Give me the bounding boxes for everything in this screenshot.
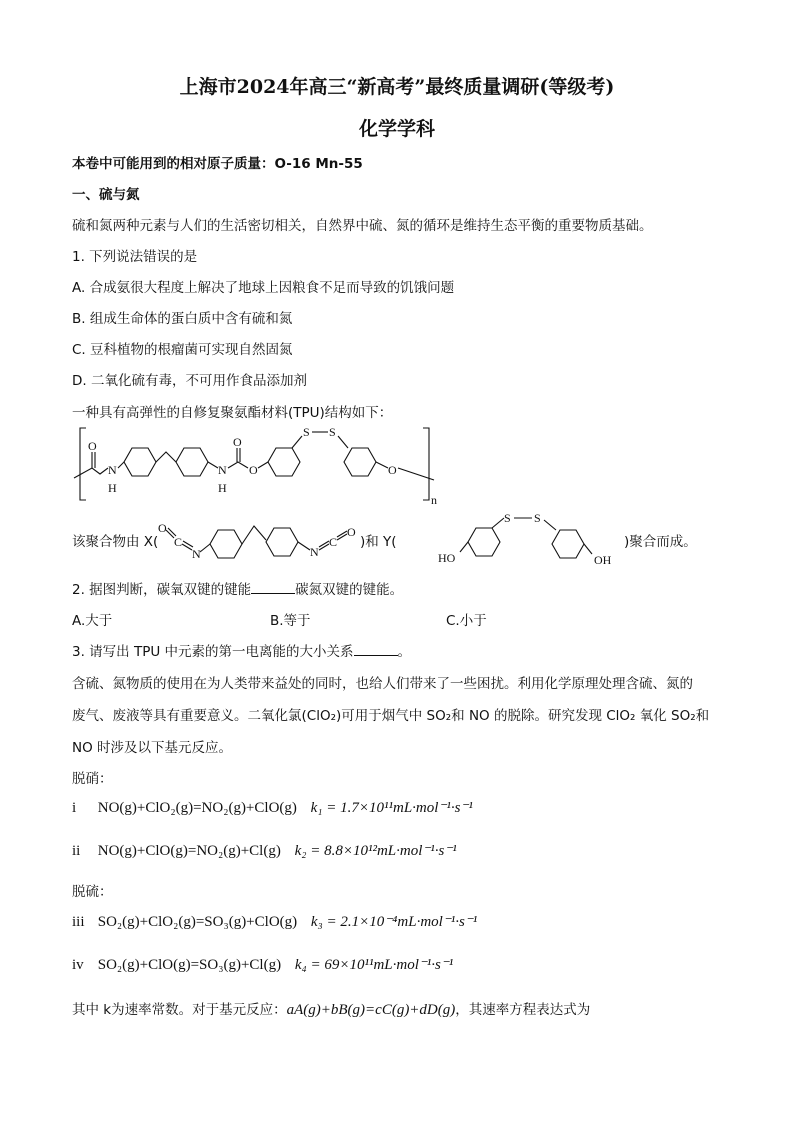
atom-o-2: O xyxy=(233,435,242,449)
monomer-prefix: 该聚合物由 X( xyxy=(72,534,159,550)
monomer-suffix: )聚合而成。 xyxy=(624,534,697,550)
tpu-intro: 一种具有高弹性的自修复聚氨酯材料(TPU)结构如下： xyxy=(72,405,393,421)
question-2-option-b: B.等于 xyxy=(270,613,311,629)
rate-equation-intro: 其中 k为速率常数。对于基元反应：aA(g)+bB(g)=cC(g)+dD(g)，其速率方程表达式为 xyxy=(72,1002,591,1018)
reaction-i: i NO(g)+ClO₂(g)=NO₂(g)+ClO(g) k₁ = 1.7×10¹¹mL·mol⁻¹·s⁻¹ xyxy=(72,800,473,816)
monomer-y-diagram xyxy=(434,508,624,568)
question-2-blank[interactable] xyxy=(251,581,295,594)
monomer-middle: )和 Y( xyxy=(360,534,397,550)
atom-o-3: O xyxy=(249,463,258,477)
x-atom-c-2: C xyxy=(329,535,338,549)
reaction-ii: ii NO(g)+ClO(g)=NO₂(g)+Cl(g) k₂ = 8.8×10¹²mL·mol⁻¹·s⁻¹ xyxy=(72,843,457,859)
question-2-option-a: A.大于 xyxy=(72,613,113,629)
atom-s-2: S xyxy=(329,425,336,439)
atom-n-2: N xyxy=(218,463,227,477)
x-atom-n-2: N xyxy=(310,545,319,559)
question-2-option-c: C.小于 xyxy=(446,613,487,629)
question-2-stem: 2. 据图判断，碳氧双键的键能 碳氮双键的键能。 xyxy=(72,582,404,598)
atom-o-1: O xyxy=(88,439,97,453)
question-1-stem: 1. 下列说法错误的是 xyxy=(72,249,198,265)
paragraph-2-line-3: NO 时涉及以下基元反应。 xyxy=(72,740,233,756)
y-atom-ho: HO xyxy=(438,551,456,565)
tpu-structure-diagram xyxy=(72,424,452,506)
x-atom-c-1: C xyxy=(174,535,183,549)
question-3-blank[interactable] xyxy=(354,643,398,656)
question-1-option-c: C. 豆科植物的根瘤菌可实现自然固氮 xyxy=(72,342,293,358)
section-intro: 硫和氮两种元素与人们的生活密切相关，自然界中硫、氮的循环是维持生态平衡的重要物质基础。 xyxy=(72,218,653,234)
x-atom-n-1: N xyxy=(192,547,201,561)
denitration-label: 脱硝： xyxy=(72,771,113,787)
reaction-iv: iv SO₂(g)+ClO(g)=SO₃(g)+Cl(g) k₄ = 69×10¹¹mL·mol⁻¹·s⁻¹ xyxy=(72,957,454,973)
y-atom-s-1: S xyxy=(504,511,511,525)
paragraph-2-line-1: 含硫、氮物质的使用在为人类带来益处的同时，也给人们带来了一些困扰。利用化学原理处理含硫、氮的 xyxy=(72,676,693,692)
y-atom-oh: OH xyxy=(594,553,612,567)
y-atom-s-2: S xyxy=(534,511,541,525)
desulfurization-label: 脱硫： xyxy=(72,884,113,900)
atom-o-4: O xyxy=(388,463,397,477)
question-1-option-d: D. 二氧化硫有毒，不可用作食品添加剂 xyxy=(72,373,307,389)
reaction-iii: iii SO₂(g)+ClO₂(g)=SO₃(g)+ClO(g) k₃ = 2.1×10⁻⁴mL·mol⁻¹·s⁻¹ xyxy=(72,914,478,930)
question-1-option-b: B. 组成生命体的蛋白质中含有硫和氮 xyxy=(72,311,293,327)
paragraph-2-line-2: 废气、废液等具有重要意义。二氧化氯(ClO₂)可用于烟气中 SO₂和 NO 的脱除。研究发现 ClO₂ 氧化 SO₂和 xyxy=(72,708,710,724)
atom-s-1: S xyxy=(303,425,310,439)
x-atom-o-2: O xyxy=(347,525,356,539)
atom-h-1: H xyxy=(108,481,117,495)
atomic-mass-note: 本卷中可能用到的相对原子质量：O-16 Mn-55 xyxy=(72,156,363,172)
repeat-n-label: n xyxy=(431,493,437,506)
question-3-stem: 3. 请写出 TPU 中元素的第一电离能的大小关系 。 xyxy=(72,644,412,660)
atom-n-1: N xyxy=(108,463,117,477)
question-1-option-a: A. 合成氨很大程度上解决了地球上因粮食不足而导致的饥饿问题 xyxy=(72,280,455,296)
section-heading: 一、硫与氮 xyxy=(72,187,140,203)
exam-title: 上海市2024年高三“新高考”最终质量调研(等级考) xyxy=(179,76,615,98)
atom-h-2: H xyxy=(218,481,227,495)
subject-title: 化学学科 xyxy=(358,118,435,140)
x-atom-o-1: O xyxy=(158,521,167,535)
